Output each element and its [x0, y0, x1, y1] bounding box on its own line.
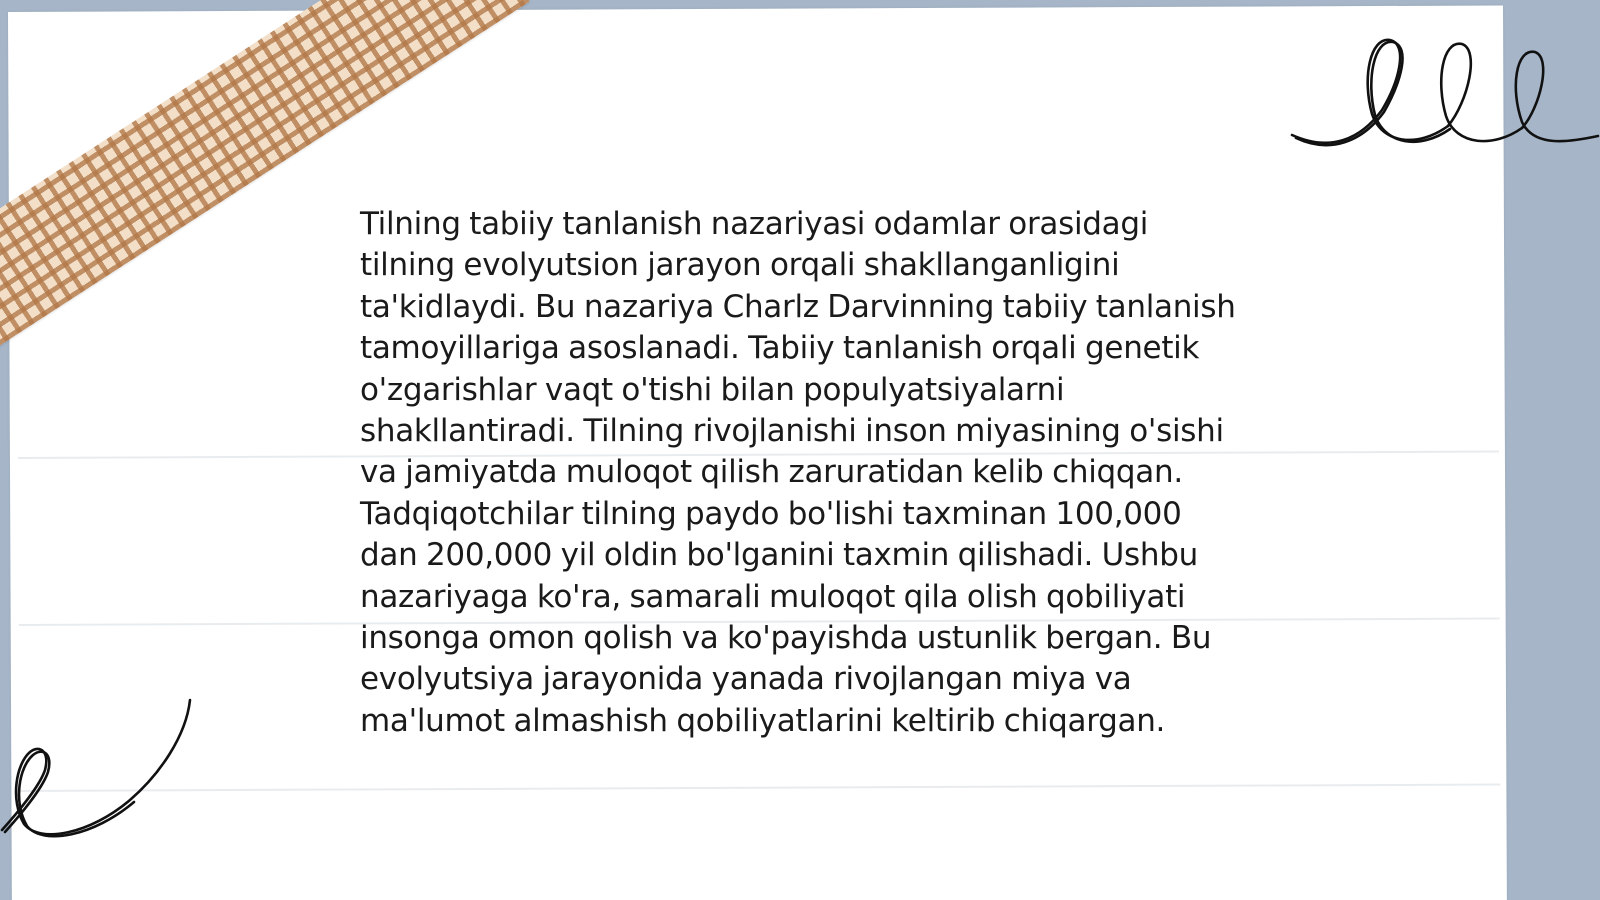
body-paragraph: Tilning tabiiy tanlanish nazariyasi odamlar orasidagi tilning evolyutsion jarayon orqali shakllanganligini ta'kidlaydi. Bu nazariya Charlz Darvinning tabiiy tanlanish tamoyillariga asoslanadi. Tabiiy tanlanish orqali genetik o'zgarishlar vaqt o'tishi bilan populyatsiyalarni shakllantiradi. Tilning rivojlanishi inson miyasining o'sishi va jamiyatda muloqot qilish zaruratidan kelib chiqqan. Tadqiqotchilar tilning paydo bo'lishi taxminan 100,000 dan 200,000 yil oldin bo'lganini taxmin qilishadi. Ushbu nazariyaga ko'ra, samarali muloqot qila olish qobiliyati insonga omon qolish va ko'payishda ustunlik bergan. Bu evolyutsiya jarayonida yanada rivojlangan miya va ma'lumot almashish qobiliyatlarini keltirib chiqargan. [360, 206, 1236, 739]
paper-rule-line [19, 783, 1500, 791]
swoosh-scribble-icon [0, 690, 200, 850]
loop-scribble-icon [1290, 30, 1600, 170]
